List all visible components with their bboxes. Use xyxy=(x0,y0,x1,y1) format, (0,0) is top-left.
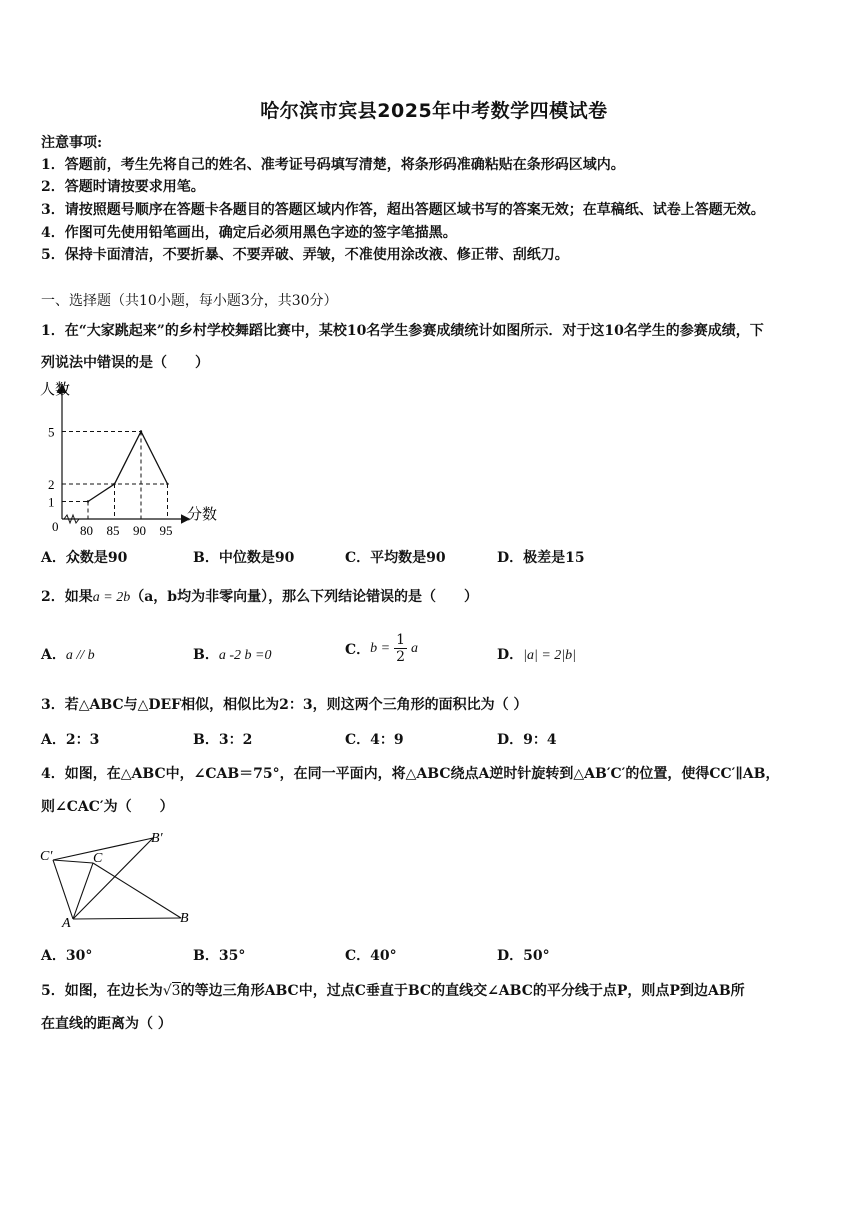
q1-line-chart xyxy=(38,376,238,542)
question-2-text xyxy=(41,586,478,606)
point-c-label: C xyxy=(93,851,103,866)
x-tick-label: 80 xyxy=(80,523,93,538)
q2-option-b-label: B． xyxy=(193,647,219,663)
q3-option-c[interactable]: C．4：9 xyxy=(345,732,404,748)
notice-heading: 注意事项: xyxy=(41,135,103,151)
q3-option-b[interactable]: B．3：2 xyxy=(193,732,253,748)
q5-statement: 的等边三角形ABC中，过点C垂直于BC的直线交∠ABC的平分线于点P，则点P到边AB所 xyxy=(180,983,745,999)
q2-option-a-label: A． xyxy=(41,647,66,663)
segment-ccp xyxy=(53,860,93,863)
q4-option-d[interactable]: D．50° xyxy=(497,948,550,964)
question-1-text-cont: 列说法中错误的是（ ） xyxy=(41,355,209,371)
origin-label: 0 xyxy=(52,519,59,534)
sqrt-sign: √ xyxy=(162,983,172,999)
fraction-denominator: 2 xyxy=(396,649,406,665)
question-4-text: 4．如图，在△ABC中，∠CAB＝75°，在同一平面内，将△ABC绕点A逆时针旋转到△AB′C′的位置，使得CC′∥AB， xyxy=(41,766,780,782)
q2-prefix: 2．如果 xyxy=(41,589,93,605)
q2-option-c-label: C． xyxy=(345,641,371,658)
segment-bc xyxy=(93,863,181,918)
q2-option-d[interactable] xyxy=(497,644,576,664)
question-3-text: 3．若△ABC与△DEF相似，相似比为2：3，则这两个三角形的面积比为（ ） xyxy=(41,697,528,713)
q4-option-a[interactable]: A．30° xyxy=(41,948,93,964)
q1-option-b[interactable]: B．中位数是90 xyxy=(193,550,295,566)
segment-bpcp xyxy=(53,838,153,860)
series-line xyxy=(88,432,168,502)
q3-option-d[interactable]: D．9：4 xyxy=(497,732,557,748)
q2-option-c-lhs: b = xyxy=(370,640,391,656)
q5-prefix: 5．如图，在边长为 xyxy=(41,983,163,999)
point-b-label: B xyxy=(180,911,189,926)
q2-condition: a = 2b xyxy=(92,590,131,605)
data-point xyxy=(140,430,142,432)
data-point xyxy=(113,483,115,485)
q1-option-d[interactable]: D．极差是15 xyxy=(497,550,585,566)
notice-item: 1．答题前，考生先将自己的姓名、准考证号码填写清楚，将条形码准确粘贴在条形码区域内。 xyxy=(41,157,625,173)
question-1-text: 1．在“大家跳起来”的乡村学校舞蹈比赛中，某校10名学生参赛成绩统计如图所示．对于这10名学生的参赛成绩，下 xyxy=(41,323,764,339)
q2-option-c-rhs: a xyxy=(411,640,419,656)
q2-option-c-fraction xyxy=(394,632,407,665)
question-5-text xyxy=(41,980,745,1000)
data-point xyxy=(166,483,168,485)
point-bp-label: B′ xyxy=(151,831,163,846)
point-cp-label: C′ xyxy=(40,849,53,864)
y-tick-label: 5 xyxy=(48,424,55,440)
y-tick-label: 2 xyxy=(48,477,55,492)
x-axis-label: 分数 xyxy=(187,507,218,523)
q2-option-d-label: D． xyxy=(497,647,524,663)
notice-item: 3．请按照题号顺序在答题卡各题目的答题区域内作答，超出答题区域书写的答案无效；在草稿纸、试卷上答题无效。 xyxy=(41,202,765,218)
q4-option-b[interactable]: B．35° xyxy=(193,948,246,964)
y-axis-label: 人数 xyxy=(40,382,71,398)
question-4-text-cont: 则∠CAC′为（ ） xyxy=(41,799,174,815)
segment-ac xyxy=(73,863,93,919)
q2-option-d-expr: |a| = 2|b| xyxy=(523,648,576,663)
notice-item: 5．保持卡面清洁，不要折暴、不要弄破、弄皱，不准使用涂改液、修正带、刮纸刀。 xyxy=(41,247,569,263)
q3-option-a[interactable]: A．2：3 xyxy=(41,732,100,748)
q2-statement: （a，b均为非零向量），那么下列结论错误的是（ ） xyxy=(130,589,479,605)
point-a-label: A xyxy=(62,916,71,931)
notice-item: 4．作图可先使用铅笔画出，确定后必须用黑色字迹的签字笔描黑。 xyxy=(41,225,457,241)
question-5-text-cont: 在直线的距离为（ ） xyxy=(41,1016,172,1032)
sqrt-radicand: 3 xyxy=(171,983,181,999)
page-title: 哈尔滨市宾县2025年中考数学四模试卷 xyxy=(260,100,608,122)
notice-item: 2．答题时请按要求用笔。 xyxy=(41,179,205,195)
q1-option-a[interactable]: A．众数是90 xyxy=(41,550,128,566)
q4-rotation-figure xyxy=(38,826,198,932)
q1-option-c[interactable]: C．平均数是90 xyxy=(345,550,446,566)
x-tick-label: 85 xyxy=(106,523,120,538)
section-heading: 一、选择题（共10小题，每小题3分，共30分） xyxy=(41,293,338,309)
q2-option-a[interactable] xyxy=(41,644,95,664)
q2-option-a-expr: a // b xyxy=(65,648,95,663)
q2-option-c[interactable] xyxy=(345,632,418,665)
y-tick-label: 1 xyxy=(48,494,55,510)
q4-option-c[interactable]: C．40° xyxy=(345,948,397,964)
x-tick-label: 90 xyxy=(133,523,146,538)
q2-option-b-expr: a -2 b =0 xyxy=(218,648,272,663)
q2-option-b[interactable] xyxy=(193,644,271,664)
fraction-numerator: 1 xyxy=(396,632,406,648)
segment-ab xyxy=(73,918,181,919)
segment-abp xyxy=(73,838,153,919)
segment-acp xyxy=(53,860,73,919)
x-tick-label: 95 xyxy=(159,523,173,538)
data-point xyxy=(87,500,89,502)
